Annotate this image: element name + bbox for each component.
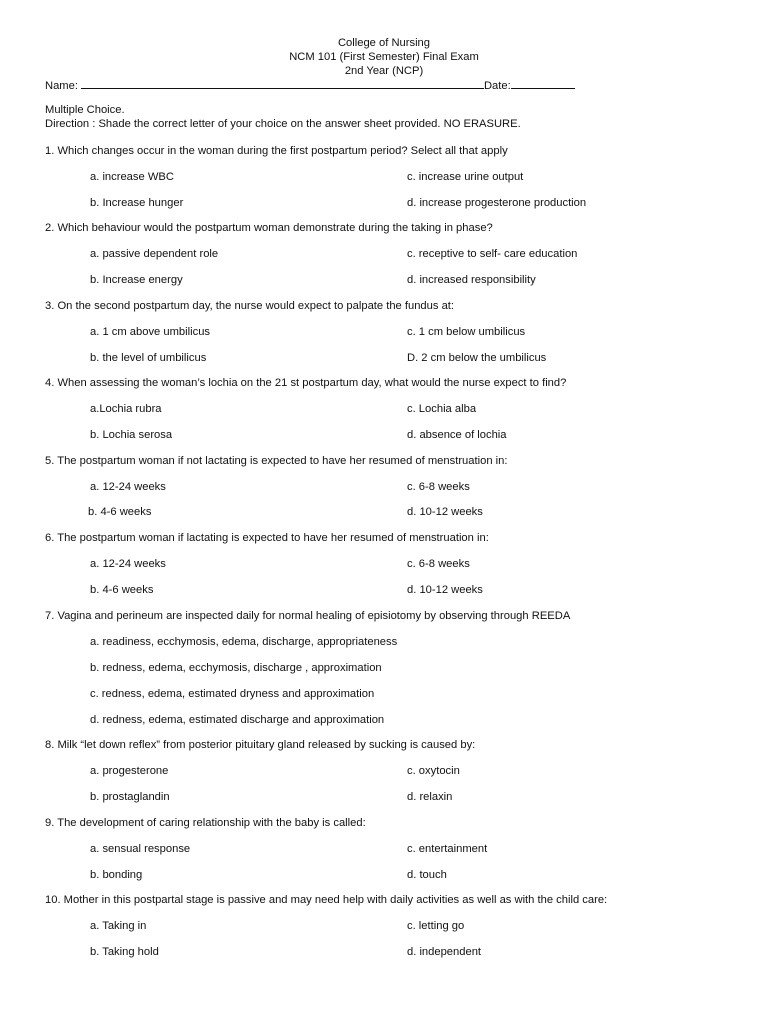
option-1d: d. increase progesterone production: [407, 197, 587, 209]
question-8: 8. Milk “let down reflex” from posterior pituitary gland released by sucking is caused by:: [45, 739, 476, 751]
exam-title: NCM 101 (First Semester) Final Exam: [289, 51, 479, 63]
option-7d: d. redness, edema, estimated discharge and approximation: [90, 714, 385, 726]
option-1a: a. increase WBC: [90, 171, 174, 183]
option-10b: b. Taking hold: [90, 946, 159, 958]
option-9c: c. entertainment: [407, 843, 488, 855]
option-4c: c. Lochia alba: [407, 403, 477, 415]
question-5: 5. The postpartum woman if not lactating is expected to have her resumed of menstruation in:: [45, 455, 508, 467]
option-7a: a. readiness, ecchymosis, edema, discharge, appropriateness: [90, 636, 398, 648]
option-6a: a. 12-24 weeks: [90, 558, 166, 570]
option-4d: d. absence of lochia: [407, 429, 507, 441]
name-blank: [81, 78, 484, 89]
question-2: 2. Which behaviour would the postpartum woman demonstrate during the taking in phase?: [45, 222, 493, 234]
option-6b: b. 4-6 weeks: [90, 584, 154, 596]
option-10d: d. independent: [407, 946, 482, 958]
option-8c: c. oxytocin: [407, 765, 460, 777]
name-date-row: [45, 78, 725, 93]
option-1c: c. increase urine output: [407, 171, 524, 183]
option-2c: c. receptive to self- care education: [407, 248, 578, 260]
option-10c: c. letting go: [407, 920, 465, 932]
option-1b: b. Increase hunger: [90, 197, 184, 209]
question-4: 4. When assessing the woman’s lochia on the 21 st postpartum day, what would the nurse expect to find?: [45, 377, 567, 389]
option-5a: a. 12-24 weeks: [90, 481, 166, 493]
question-1: 1. Which changes occur in the woman during the first postpartum period? Select all that apply: [45, 145, 508, 157]
college-title: College of Nursing: [337, 37, 431, 49]
question-7: 7. Vagina and perineum are inspected daily for normal healing of episiotomy by observing through REEDA: [45, 610, 571, 622]
question-10: 10. Mother in this postpartal stage is passive and may need help with daily activities as well as with the child care:: [45, 894, 608, 906]
option-6c: c. 6-8 weeks: [407, 558, 470, 570]
option-5b: b. 4-6 weeks: [88, 506, 152, 518]
direction-text: Direction : Shade the correct letter of your choice on the answer sheet provided. NO ERASURE.: [45, 118, 521, 130]
date-label: Date:: [483, 80, 511, 92]
name-label: Name:: [45, 80, 78, 92]
option-10a: a. Taking in: [90, 920, 147, 932]
option-5c: c. 6-8 weeks: [407, 481, 470, 493]
question-6: 6. The postpartum woman if lactating is expected to have her resumed of menstruation in:: [45, 532, 489, 544]
option-3a: a. 1 cm above umbilicus: [90, 326, 211, 338]
date-blank: [511, 78, 575, 89]
option-7b: b. redness, edema, ecchymosis, discharge , approximation: [90, 662, 382, 674]
question-9: 9. The development of caring relationship with the baby is called:: [45, 817, 366, 829]
option-2a: a. passive dependent role: [90, 248, 219, 260]
option-3b: b. the level of umbilicus: [90, 352, 207, 364]
year-level: 2nd Year (NCP): [344, 65, 424, 77]
option-4a: a.Lochia rubra: [90, 403, 162, 415]
section-title: Multiple Choice.: [45, 104, 125, 116]
option-7c: c. redness, edema, estimated dryness and approximation: [90, 688, 375, 700]
option-6d: d. 10-12 weeks: [407, 584, 483, 596]
option-2b: b. Increase energy: [90, 274, 183, 286]
option-8a: a. progesterone: [90, 765, 169, 777]
option-8d: d. relaxin: [407, 791, 453, 803]
option-8b: b. prostaglandin: [90, 791, 170, 803]
option-9d: d. touch: [407, 869, 447, 881]
option-3c: c. 1 cm below umbilicus: [407, 326, 526, 338]
option-9b: b. bonding: [90, 869, 143, 881]
option-5d: d. 10-12 weeks: [407, 506, 483, 518]
question-3: 3. On the second postpartum day, the nurse would expect to palpate the fundus at:: [45, 300, 455, 312]
option-4b: b. Lochia serosa: [90, 429, 173, 441]
option-3d: D. 2 cm below the umbilicus: [407, 352, 547, 364]
option-2d: d. increased responsibility: [407, 274, 536, 286]
option-9a: a. sensual response: [90, 843, 191, 855]
